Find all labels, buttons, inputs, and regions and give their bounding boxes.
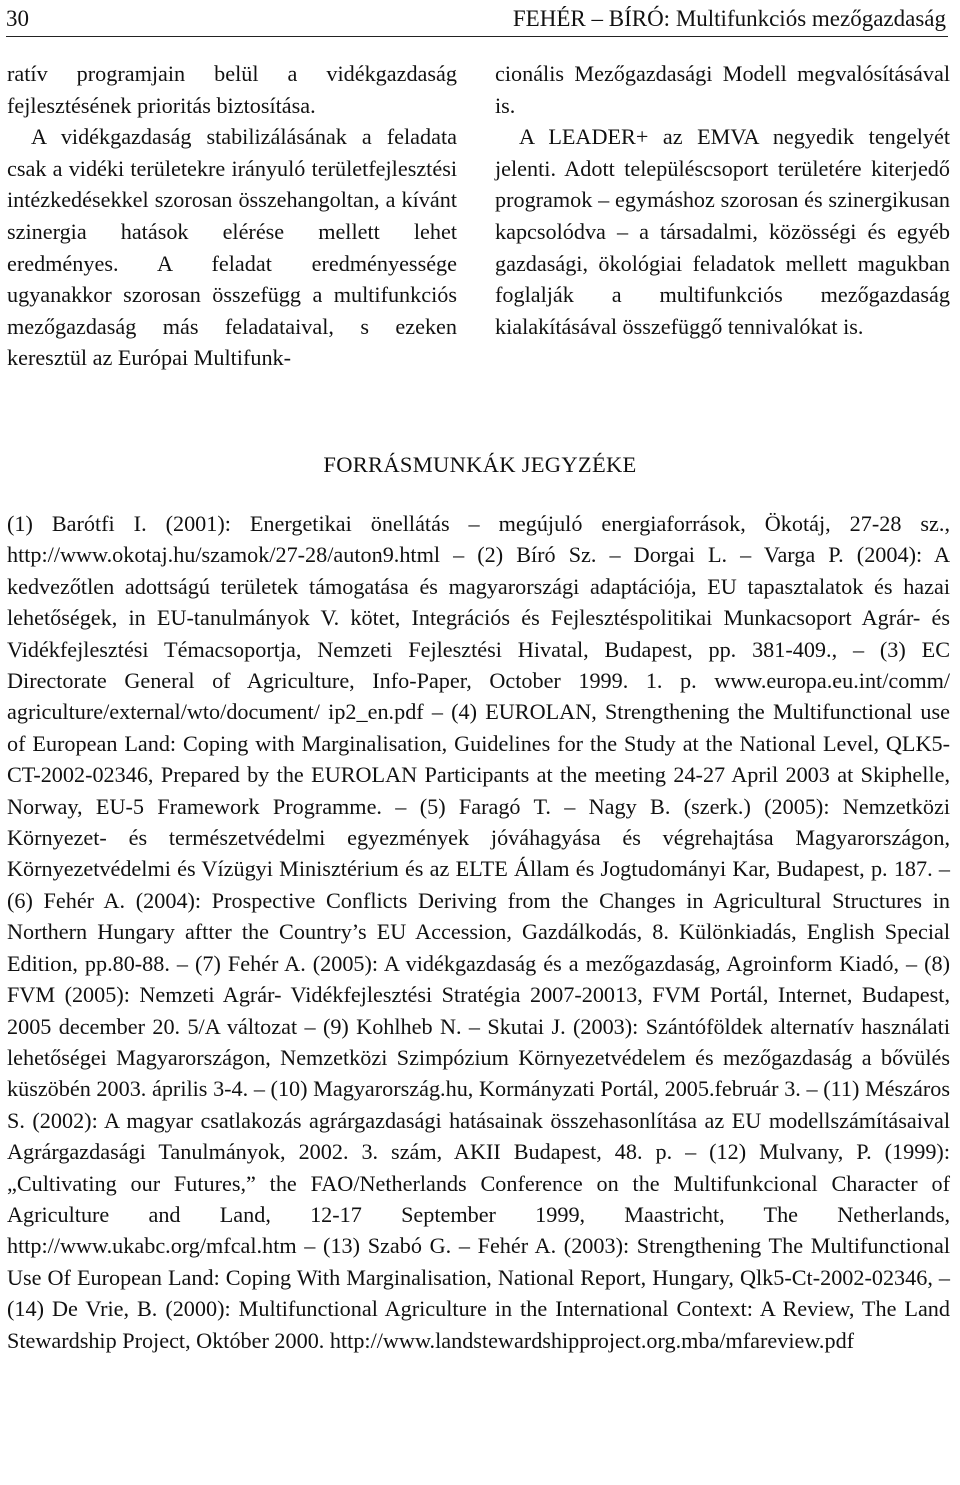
right-paragraph-2: A LEADER+ az EMVA negyedik tengelyét jelenti. Adott településcsoport területére kiterjedő programok – egymáshoz szorosan és szinergikusan kapcsolódva – a társadalmi, közösségi és egyéb gazdasági, ökológiai feladatok mellett magukban foglalják a multifunkciós mezőgazdaság kialakításával összefüggő tennivalókat is. [495, 124, 950, 339]
right-column [495, 58, 950, 342]
page-header [6, 2, 948, 37]
running-title: FEHÉR – BÍRÓ: Multifunkciós mezőgazdaság [512, 6, 946, 31]
left-paragraph-1: ratív programjain belül a vidékgazdaság fejlesztésének prioritás biztosítása. [7, 61, 457, 118]
page-number: 30 [6, 6, 29, 31]
left-column [7, 58, 457, 374]
references-list: (1) Barótfi I. (2001): Energetikai önellátás – megújuló energiaforrások, Ökotáj, 27-28 sz., http://www.okotaj.hu/szamok/27-28/auton9.html – (2) Bíró Sz. – Dorgai L. – Varga P. (2004): A kedvezőtlen adottságú területek támogatása és magyarországi adaptációja, EU tapasztalatok és hazai lehetőségek, in EU-tanulmányok V. kötet, Integrációs és Fejlesztéspolitikai Munkacsoport Agrár- és Vidékfejlesztési Témacsoportja, Nemzeti Fejlesztési Hivatal, Budapest, pp. 381-409., – (3) EC Directorate General of Agriculture, Info-Paper, October 1999. 1. p. www.europa.eu.int/comm/ agriculture/external/wto/document/ ip2_en.pdf – (4) EUROLAN, Strengthening the Multifunctional use of European Land: Coping with Marginalisation, Guidelines for the Study at the National Level, QLK5-CT-2002-02346, Prepared by the EUROLAN Participants at the meeting 24-27 April 2003 at Skiphelle, Norway, EU-5 Framework Programme. – (5) Faragó T. – Nagy B. (szerk.) (2005): Nemzetközi Környezet- és természetvédelmi egyezmények jóváhagyása és végrehajtása Magyarországon, Környezetvédelmi és Vízügyi Minisztérium és az ELTE Állam és Jogtudományi Kar, Budapest, p. 187. – (6) Fehér A. (2004): Prospective Conflicts Deriving from the Changes in Agricultural Structures in Northern Hungary aftter the Country’s EU Accession, Gazdálkodás, 8. Különkiadás, English Special Edition, pp.80-88. – (7) Fehér A. (2005): A vidékgazdaság és a mezőgazdaság, Agroinform Kiadó, – (8) FVM (2005): Nemzeti Agrár- Vidékfejlesztési Stratégia 2007-20013, FVM Portál, Internet, Budapest, 2005 december 20. 5/A változat – (9) Kohlheb N. – Skutai J. (2003): Szántóföldek alternatív használati lehetőségei Magyarországon, Nemzetközi Szimpózium Környezetvédelem és mezőgazdaság a bővülés küszöbén 2003. április 3-4. – (10) Magyarország.hu, Kormányzati Portál, 2005.február 3. – (11) Mészáros S. (2002): A magyar csatlakozás agrárgazdasági hatásainak összehasonlítása az EU modellszámításaival Agrárgazdasági Tanulmányok, 2002. 3. szám, AKII Budapest, 48. p. – (12) Mulvany, P. (1999): „Cultivating our Futures,” the FAO/Netherlands Conference on the Multifunkcional Character of Agriculture and Land, 12-17 September 1999, Maastricht, The Netherlands, http://www.ukabc.org/mfcal.htm – (13) Szabó G. – Fehér A. (2003): Strengthening The Multifunctional Use Of European Land: Coping With Marginalisation, National Report, Hungary, Qlk5-Ct-2002-02346, – (14) De Vrie, B. (2000): Multifunctional Agriculture in the International Context: A Review, The Land Stewardship Project, Október 2000. http://www.landstewardshipproject.org.mba/mfareview.pdf [7, 511, 950, 1353]
left-paragraph-2: A vidékgazdaság stabilizálásának a feladata csak a vidéki területekre irányuló területfejlesztési intézkedésekkel szorosan összehangoltan, a kívánt szinergia hatások elérése mellett lehet eredményes. A feladat eredményessége ugyanakkor szorosan összefügg a multifunkciós mezőgazdaság más feladataival, s ezeken keresztül az Európai Multifunk- [7, 124, 457, 371]
references-heading: FORRÁSMUNKÁK JEGYZÉKE [323, 452, 637, 477]
right-paragraph-1: cionális Mezőgazdasági Modell megvalósításával is. [495, 61, 950, 118]
